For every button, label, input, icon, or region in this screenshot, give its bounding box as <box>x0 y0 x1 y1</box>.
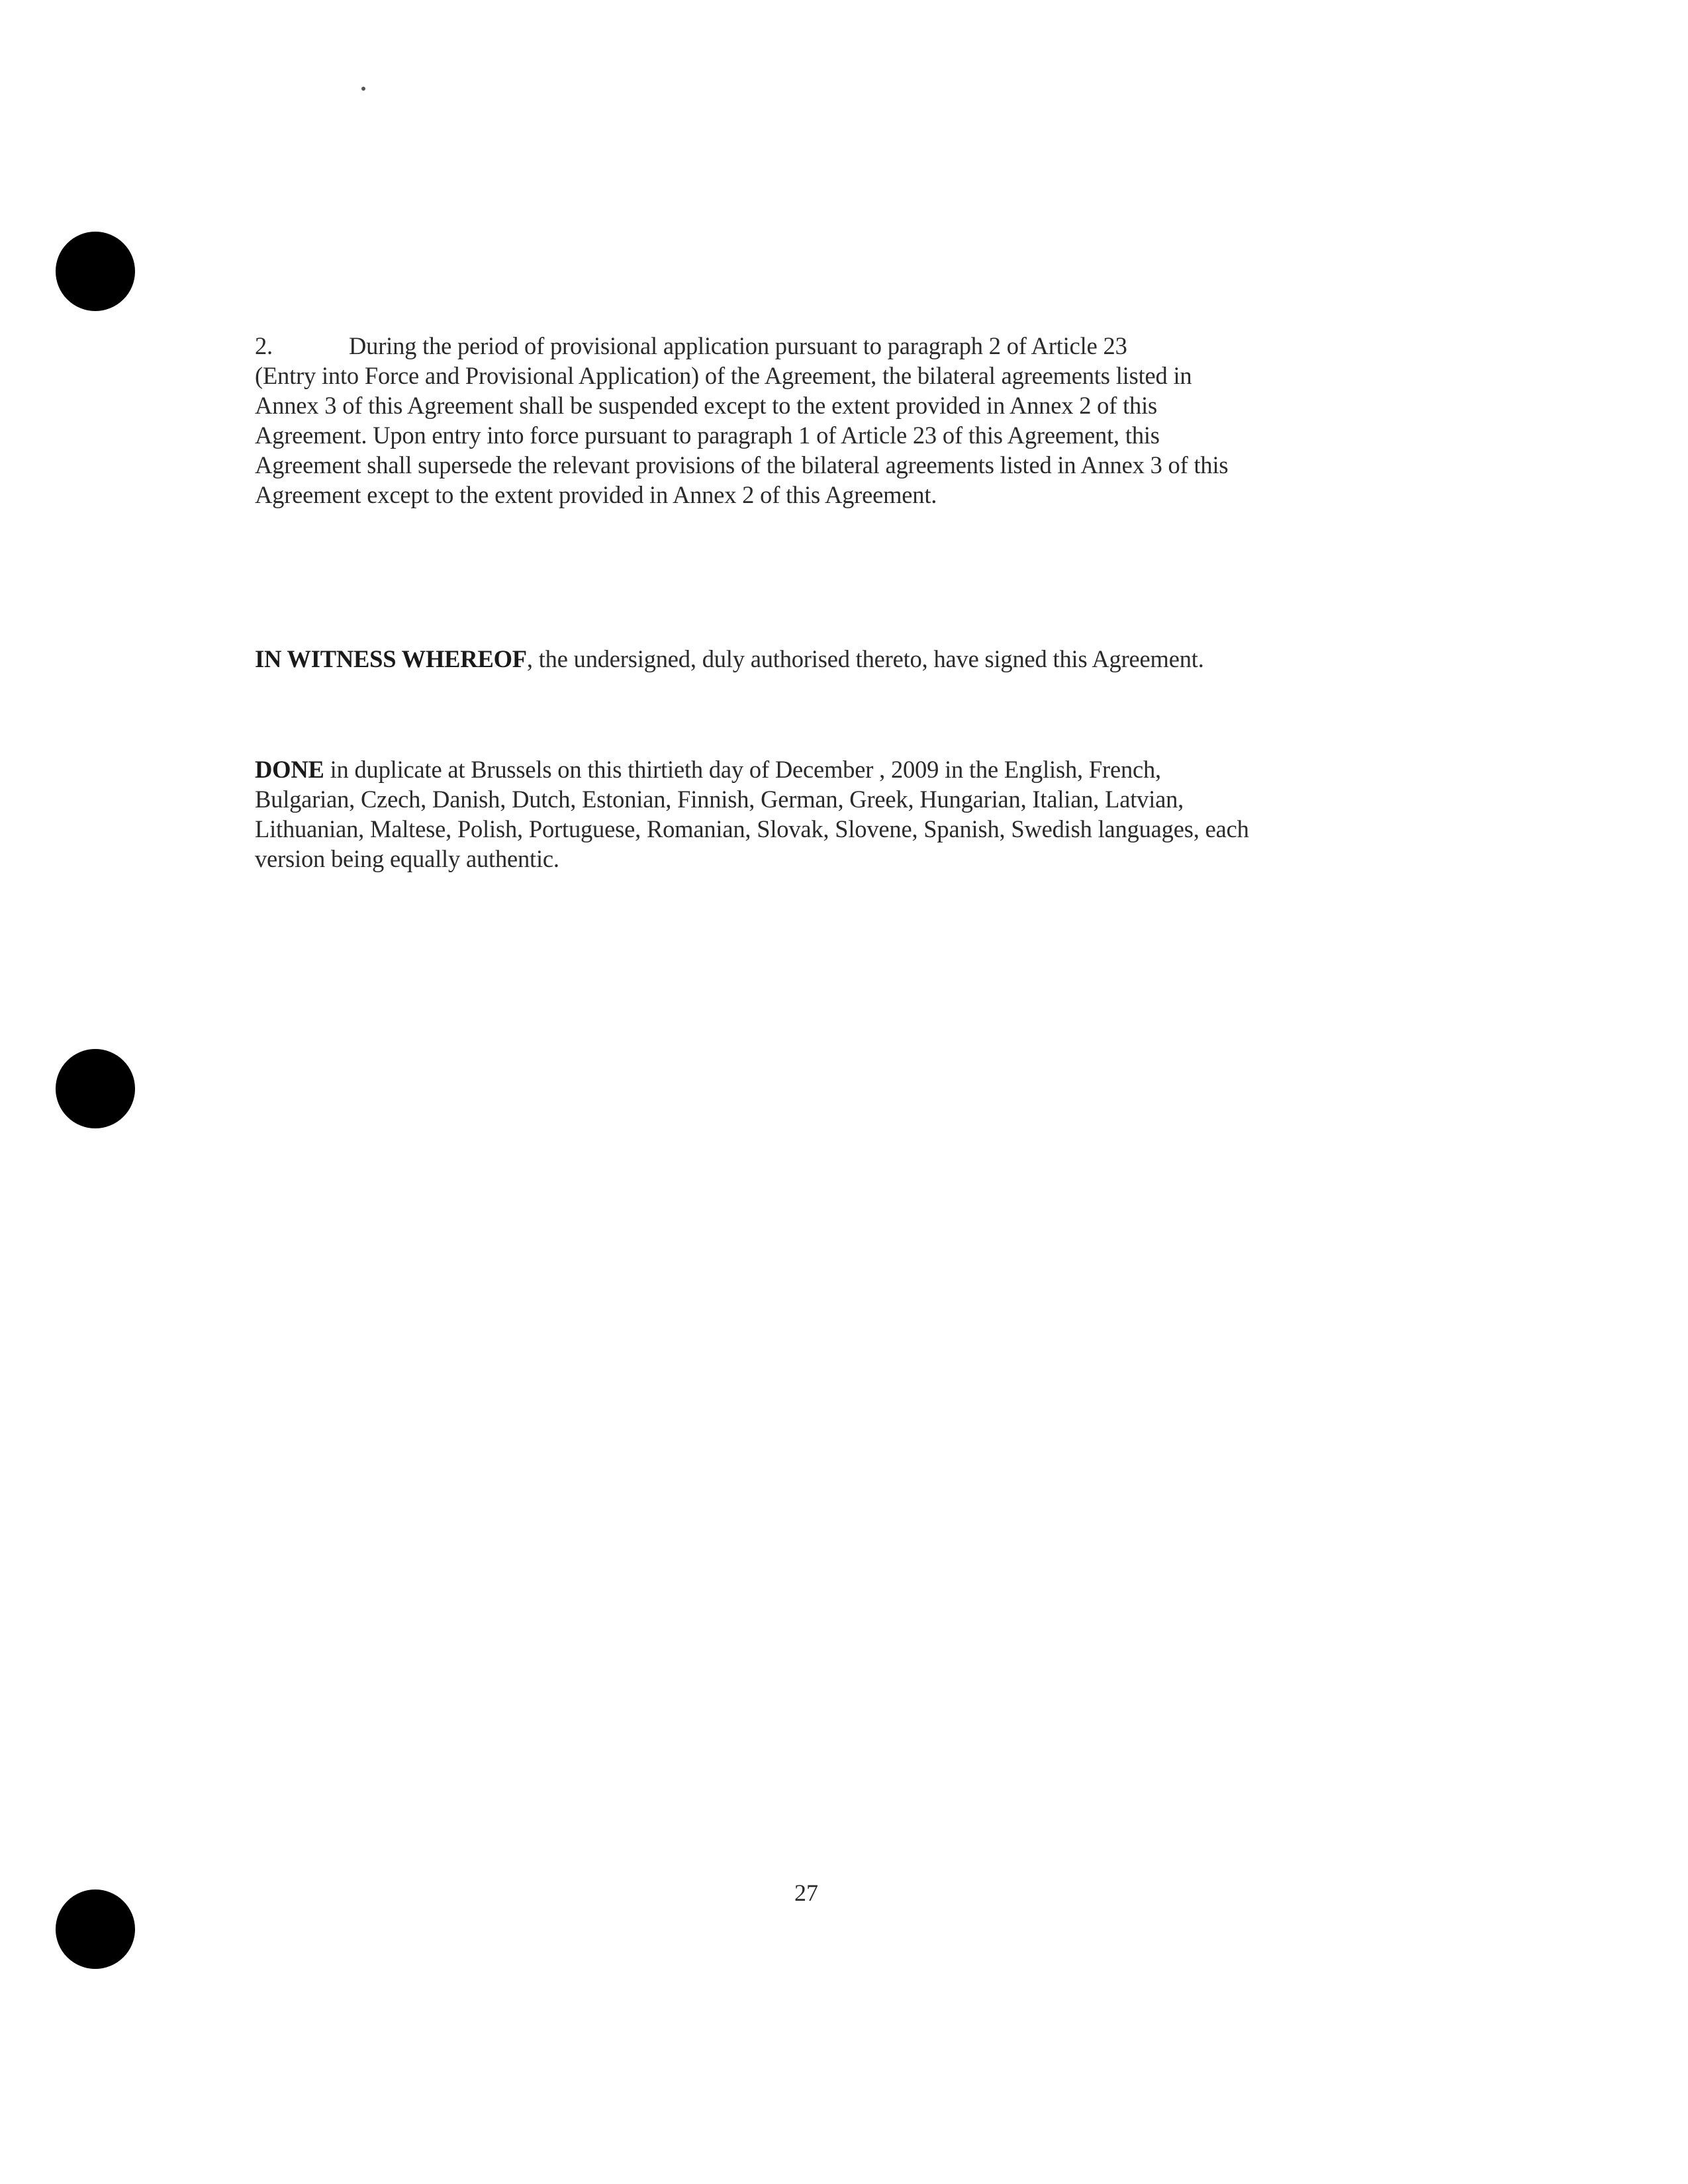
paragraph-number: 2. <box>255 332 273 359</box>
done-clause <box>255 754 1367 874</box>
witness-clause <box>255 644 1367 674</box>
scan-speck <box>361 87 365 91</box>
punch-hole-top <box>56 232 135 311</box>
paragraph-2 <box>255 331 1367 510</box>
paragraph-2-line-5: Agreement shall supersede the relevant provisions of the bilateral agreements listed in Annex 3 of this <box>255 451 1229 478</box>
done-line-3: Lithuanian, Maltese, Polish, Portuguese, Romanian, Slovak, Slovene, Spanish, Swedish languages, each <box>255 815 1249 842</box>
paragraph-2-line-1-text: During the period of provisional application pursuant to paragraph 2 of Article 23 <box>349 332 1127 359</box>
punch-hole-bottom <box>56 1889 135 1969</box>
punch-hole-middle <box>56 1049 135 1128</box>
done-line-1-text: in duplicate at Brussels on this thirtieth day of December , 2009 in the English, French, <box>324 756 1161 783</box>
done-line-1 <box>255 754 1367 784</box>
paragraph-2-line-6: Agreement except to the extent provided in Annex 2 of this Agreement. <box>255 481 937 508</box>
paragraph-2-line-1 <box>255 331 1367 361</box>
witness-line <box>255 644 1367 674</box>
done-line-2: Bulgarian, Czech, Danish, Dutch, Estonian, Finnish, German, Greek, Hungarian, Italian, Latvian, <box>255 786 1184 813</box>
paragraph-2-line-2: (Entry into Force and Provisional Application) of the Agreement, the bilateral agreements listed in <box>255 362 1192 389</box>
done-line-4: version being equally authentic. <box>255 845 559 872</box>
witness-lead: IN WITNESS WHEREOF <box>255 645 527 672</box>
page-number: 27 <box>794 1880 818 1906</box>
paragraph-2-line-4: Agreement. Upon entry into force pursuant to paragraph 1 of Article 23 of this Agreement, this <box>255 422 1160 449</box>
done-lead: DONE <box>255 756 324 783</box>
witness-text: , the undersigned, duly authorised thereto, have signed this Agreement. <box>526 645 1204 672</box>
paragraph-2-line-3: Annex 3 of this Agreement shall be suspended except to the extent provided in Annex 2 of this <box>255 392 1158 419</box>
